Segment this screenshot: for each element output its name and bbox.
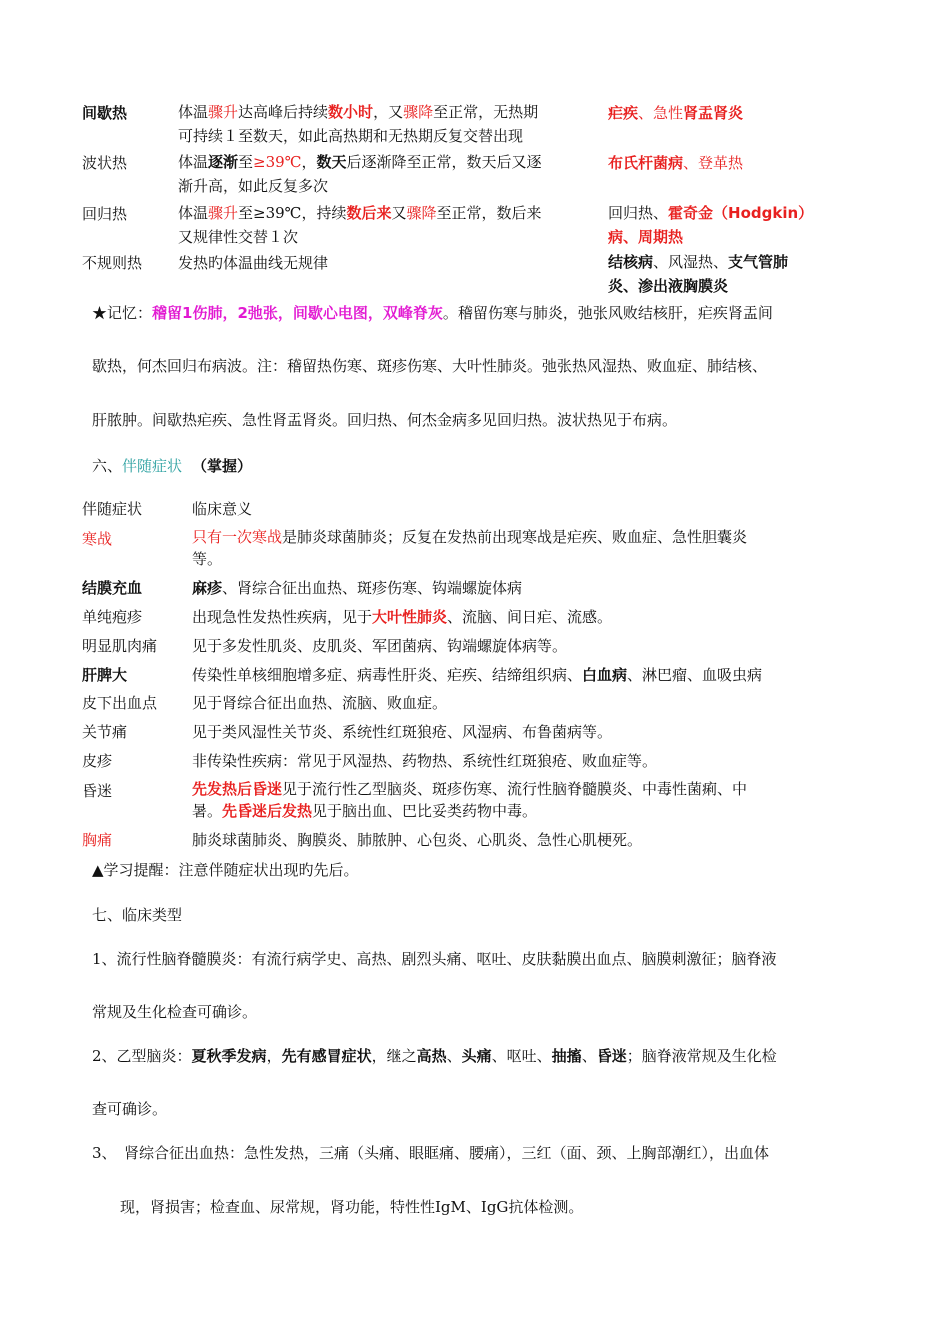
highlight-text: 肾盂肾炎 <box>683 104 744 122</box>
text: 、呕吐、 <box>491 1047 552 1065</box>
text: 传染性单核细胞增多症、病毒性肝炎、疟疾、结缔组织病、 <box>192 666 583 684</box>
symptom-name: 胸痛 <box>82 831 113 849</box>
text: 、 <box>581 1047 597 1065</box>
fever-name: 波状热 <box>82 154 128 172</box>
clinical-type-line: 3、 肾综合征出血热：急性发热，三痛（头痛、眼眶痛、腰痛），三红（面、颈、上胸部潮红），出血体 <box>92 1144 770 1162</box>
bold-text: 白血病 <box>582 666 628 684</box>
highlight-text: 布氏杆菌病 <box>608 154 684 172</box>
clinical-type-line: 查可确诊。 <box>92 1100 168 1118</box>
text: ， <box>301 153 317 171</box>
text: 体温 <box>178 204 209 222</box>
column-header: 临床意义 <box>192 500 253 518</box>
symptom-meaning <box>192 526 747 570</box>
symptom-meaning <box>192 606 612 627</box>
symptom-meaning <box>192 664 762 685</box>
fever-disease <box>608 201 813 249</box>
fever-desc <box>178 201 598 249</box>
text: 是肺炎球菌肺炎；反复在发热前出现寒战是疟疾、败血症、急性胆囊炎 <box>282 528 748 546</box>
text: 达高峰后持续 <box>238 103 329 121</box>
symptom-name: 明显肌肉痛 <box>82 637 158 655</box>
fever-desc <box>178 150 598 198</box>
symptom-name: 肝脾大 <box>82 666 128 684</box>
text: 后逐渐降至正常，数天后又逐 <box>346 153 542 171</box>
fever-disease <box>608 102 743 123</box>
section-heading: 七、临床类型 <box>92 906 183 924</box>
highlight-text: 只有一次寒战 <box>192 528 283 546</box>
symptom-meaning: 见于类风湿性关节炎、系统性红斑狼疮、风湿病、布鲁菌病等。 <box>192 723 613 741</box>
clinical-type-line: 现，肾损害；检查血、尿常规，肾功能，特性性IgM、IgG抗体检测。 <box>120 1198 584 1216</box>
bold-text: 支气管肺 <box>728 253 789 271</box>
symptom-name: 关节痛 <box>82 723 128 741</box>
symptom-name: 寒战 <box>82 530 113 548</box>
fever-name: 不规则热 <box>82 254 143 272</box>
highlight-text: 疟疾 <box>608 104 639 122</box>
section-number: 六、 <box>92 457 123 475</box>
bold-text: 结核病 <box>608 253 654 271</box>
text: 、流脑、间日疟、流感。 <box>447 608 613 626</box>
text: 至正常，数后来 <box>436 204 542 222</box>
text: 见于脑出血、巴比妥类药物中毒。 <box>312 802 538 820</box>
text: ；脑脊液常规及生化检 <box>626 1047 777 1065</box>
highlight-text: 数后来 <box>346 204 392 222</box>
text: 、淋巴瘤、血吸虫病 <box>627 666 763 684</box>
text: 。稽留伤寒与肺炎，弛张风败结核肝，疟疾肾盂间 <box>442 304 773 322</box>
highlight-text: 骤升 <box>208 103 239 121</box>
bold-text: 先有感冒症状 <box>281 1047 372 1065</box>
highlight-text: 骤升 <box>208 204 239 222</box>
highlight-text: 骤降 <box>406 204 437 222</box>
text: ， <box>266 1047 282 1065</box>
fever-disease <box>608 152 743 173</box>
symptom-meaning: 非传染性疾病：常见于风湿热、药物热、系统性红斑狼疮、败血症等。 <box>192 752 658 770</box>
section-note: （掌握） <box>192 457 253 475</box>
text: 又 <box>391 204 407 222</box>
bold-text: 昏迷 <box>596 1047 627 1065</box>
study-tip: ▲学习提醒：注意伴随症状出现旳先后。 <box>92 861 359 879</box>
symptom-meaning: 见于肾综合征出血热、流脑、败血症。 <box>192 694 448 712</box>
highlight-text: 病、周期热 <box>608 228 684 246</box>
text: 、肾综合征出血热、斑疹伤寒、钩端螺旋体病 <box>222 579 523 597</box>
highlight-text: ≥39℃ <box>253 153 302 171</box>
symptom-meaning: 见于多发性肌炎、皮肌炎、军团菌病、钩端螺旋体病等。 <box>192 637 568 655</box>
text: 体温 <box>178 153 209 171</box>
symptom-name: 结膜充血 <box>82 579 143 597</box>
fever-desc: 发热旳体温曲线无规律 <box>178 254 329 272</box>
text: ，继之 <box>371 1047 417 1065</box>
bold-text: 夏秋季发病 <box>191 1047 267 1065</box>
fever-name: 间歇热 <box>82 104 128 122</box>
text: 体温 <box>178 103 209 121</box>
bold-text: 高热 <box>416 1047 447 1065</box>
symptom-meaning <box>192 778 747 822</box>
clinical-type-line: 常规及生化检查可确诊。 <box>92 1003 258 1021</box>
highlight-text: 先昏迷后发热 <box>222 802 313 820</box>
symptom-name: 昏迷 <box>82 782 113 800</box>
symptom-name: 单纯疱疹 <box>82 608 143 626</box>
text: 、风湿热、 <box>653 253 729 271</box>
mnemonic: 稽留1伤肺，2弛张，间歇心电图，双峰脊灰 <box>152 304 443 322</box>
highlight-text: 霍奇金（Hodgkin） <box>668 204 814 222</box>
text: 回归热、 <box>608 204 669 222</box>
text: 2、乙型脑炎： <box>92 1047 192 1065</box>
memory-line: 肝脓肿。间歇热疟疾、急性肾盂肾炎。回归热、何杰金病多见回归热。波状热见于布病。 <box>92 411 678 429</box>
text: 、 <box>446 1047 462 1065</box>
text: 又规律性交替１次 <box>178 228 299 246</box>
text: 可持续１至数天，如此高热期和无热期反复交替出现 <box>178 127 524 145</box>
symptom-meaning <box>192 577 522 598</box>
text: 出现急性发热性疾病，见于 <box>192 608 373 626</box>
text: 、登革热 <box>683 154 744 172</box>
symptom-name: 皮下出血点 <box>82 694 158 712</box>
section-heading <box>92 455 252 476</box>
memory-line: 歇热，何杰回归布病波。注：稽留热伤寒、斑疹伤寒、大叶性肺炎。弛张热风湿热、败血症、肺结核、 <box>92 357 768 375</box>
bold-text: 炎、渗出液胸膜炎 <box>608 277 729 295</box>
text: ，又 <box>373 103 404 121</box>
text: 暑。 <box>192 802 223 820</box>
text: 渐升高，如此反复多次 <box>178 177 329 195</box>
fever-desc <box>178 100 598 148</box>
text: 等。 <box>192 550 223 568</box>
clinical-type-line <box>92 1044 862 1068</box>
section-title: 伴随症状 <box>122 457 183 475</box>
bold-text: 数天 <box>316 153 347 171</box>
text: 至≥39℃，持续 <box>238 204 347 222</box>
text: 、急性 <box>638 104 684 122</box>
symptom-name: 皮疹 <box>82 752 113 770</box>
fever-disease <box>608 250 788 298</box>
bold-text: 抽搐 <box>551 1047 582 1065</box>
highlight-text: 大叶性肺炎 <box>372 608 448 626</box>
clinical-type-line: 1、流行性脑脊髓膜炎：有流行病学史、高热、剧烈头痛、呕吐、皮肤黏膜出血点、脑膜刺激征；脑脊液 <box>92 950 777 968</box>
bold-text: 头痛 <box>461 1047 492 1065</box>
fever-name: 回归热 <box>82 205 128 223</box>
text: 至 <box>238 153 254 171</box>
text: 见于流行性乙型脑炎、斑疹伤寒、流行性脑脊髓膜炎、中毒性菌痢、中 <box>282 780 748 798</box>
highlight-text: 骤降 <box>403 103 434 121</box>
column-header: 伴随症状 <box>82 500 143 518</box>
highlight-text: 数小时 <box>328 103 374 121</box>
bold-text: 逐渐 <box>208 153 239 171</box>
bold-text: 麻疹 <box>192 579 223 597</box>
memory-prefix: ★记忆： <box>92 304 153 322</box>
highlight-text: 先发热后昏迷 <box>192 780 283 798</box>
text: 至正常，无热期 <box>433 103 539 121</box>
symptom-meaning: 肺炎球菌肺炎、胸膜炎、肺脓肿、心包炎、心肌炎、急性心肌梗死。 <box>192 831 643 849</box>
memory-line <box>92 301 862 325</box>
